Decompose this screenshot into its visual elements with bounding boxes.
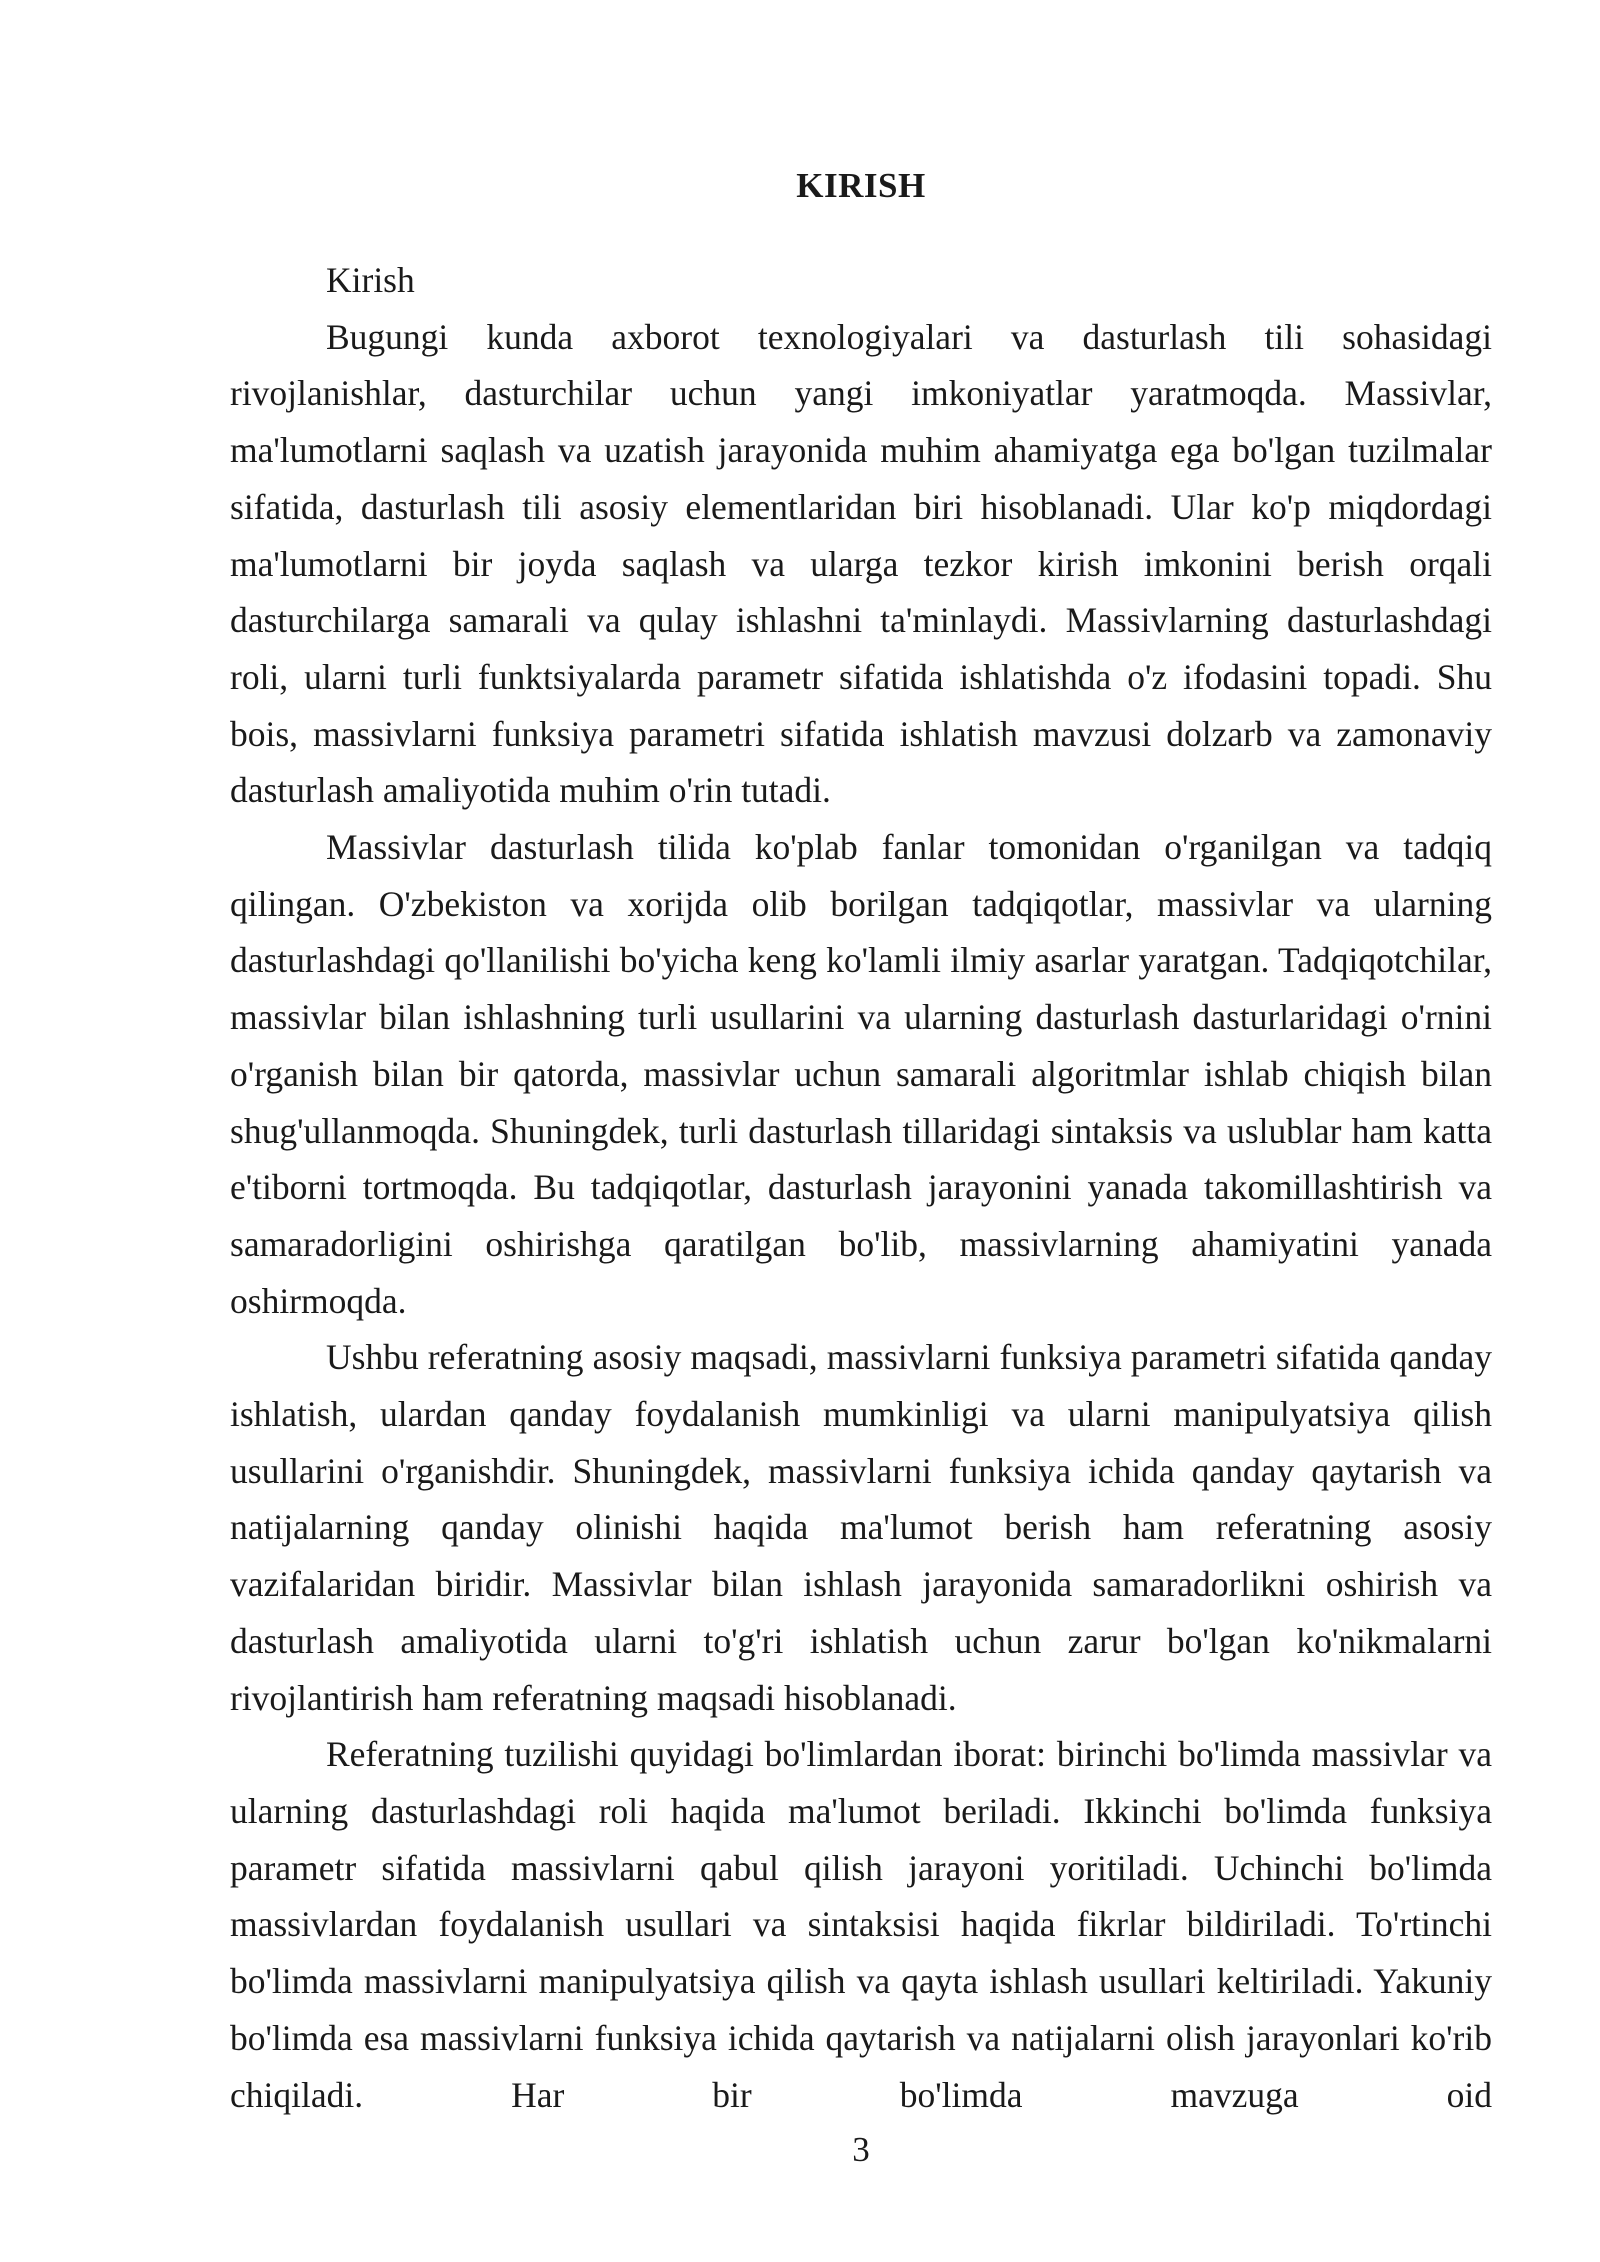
body-text bbox=[230, 252, 1492, 2123]
paragraph-goal: Ushbu referatning asosiy maqsadi, massivlarni funksiya parametri sifatida qanday ishlatish, ulardan qanday foydalanish mumkinligi va ularni manipulyatsiya qilish usullarini o'rganishdir. Shuningdek, massivlarni funksiya ichida qanday qaytarish va natijalarning qanday olinishi haqida ma'lumot berish ham referatning asosiy vazifalaridan biridir. Massivlar bilan ishlash jarayonida samaradorlikni oshirish va dasturlash amaliyotida ularni to'g'ri ishlatish uchun zarur bo'lgan ko'nikmalarni rivojlantirish ham referatning maqsadi hisoblanadi. bbox=[230, 1337, 1492, 1718]
paragraph-subheading: Kirish bbox=[326, 260, 415, 300]
paragraph-research: Massivlar dasturlash tilida ko'plab fanlar tomonidan o'rganilgan va tadqiq qilingan. O'zbekiston va xorijda olib borilgan tadqiqotlar, massivlar va ularning dasturlashdagi qo'llanilishi bo'yicha keng ko'lamli ilmiy asarlar yaratgan. Tadqiqotchilar, massivlar bilan ishlashning turli usullarini va ularning dasturlash dasturlaridagi o'rnini o'rganish bilan bir qatorda, massivlar uchun samarali algoritmlar ishlab chiqish bilan shug'ullanmoqda. Shuningdek, turli dasturlash tillaridagi sintaksis va uslublar ham katta e'tiborni tortmoqda. Bu tadqiqotlar, dasturlash jarayonini yanada takomillashtirish va samaradorligini oshirishga qaratilgan bo'lib, massivlarning ahamiyatini yanada oshirmoqda. bbox=[230, 827, 1492, 1321]
paragraph-structure: Referatning tuzilishi quyidagi bo'limlardan iborat: birinchi bo'limda massivlar va ularning dasturlashdagi roli haqida ma'lumot beriladi. Ikkinchi bo'limda funksiya parametr sifatida massivlarni qabul qilish jarayoni yoritiladi. Uchinchi bo'limda massivlardan foydalanish usullari va sintaksisi haqida fikrlar bildiriladi. To'rtinchi bo'limda massivlarni manipulyatsiya qilish va qayta ishlash usullari keltiriladi. Yakuniy bo'limda esa massivlarni funksiya ichida qaytarish va natijalarni olish jarayonlari ko'rib chiqiladi. Har bir bo'limda mavzuga oid bbox=[230, 1734, 1492, 2115]
page-title: KIRISH bbox=[796, 166, 926, 205]
heading-container bbox=[230, 166, 1492, 206]
page-number: 3 bbox=[852, 2130, 870, 2169]
paragraph-intro: Bugungi kunda axborot texnologiyalari va dasturlash tili sohasidagi rivojlanishlar, dasturchilar uchun yangi imkoniyatlar yaratmoqda. Massivlar, ma'lumotlarni saqlash va uzatish jarayonida muhim ahamiyatga ega bo'lgan tuzilmalar sifatida, dasturlash tili asosiy elementlaridan biri hisoblanadi. Ular ko'p miqdordagi ma'lumotlarni bir joyda saqlash va ularga tezkor kirish imkonini berish orqali dasturchilarga samarali va qulay ishlashni ta'minlaydi. Massivlarning dasturlashdagi roli, ularni turli funktsiyalarda parametr sifatida ishlatishda o'z ifodasini topadi. Shu bois, massivlarni funksiya parametri sifatida ishlatish mavzusi dolzarb va zamonaviy dasturlash amaliyotida muhim o'rin tutadi. bbox=[230, 316, 1492, 811]
